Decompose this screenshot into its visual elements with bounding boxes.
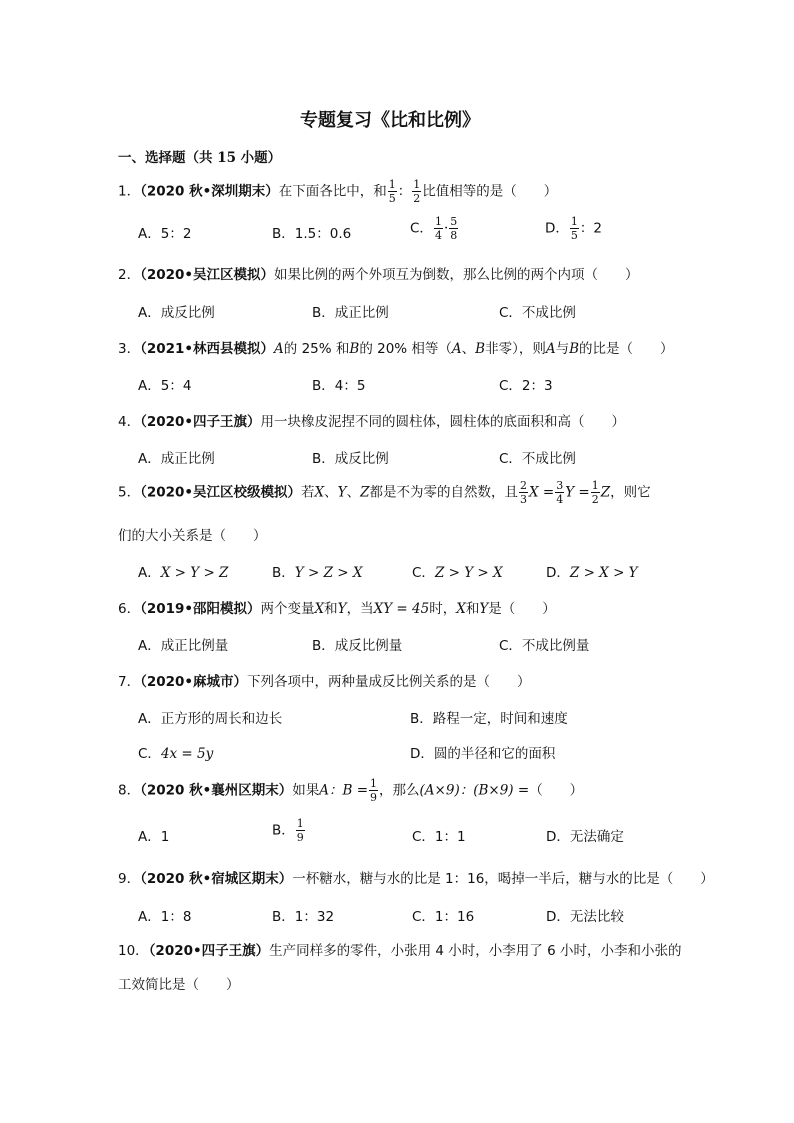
option-a[interactable]: A．1：8 [138, 909, 192, 925]
question-source: （2021•林西县模拟） [140, 341, 275, 357]
option-label: C． [410, 220, 433, 237]
question-5-line-2: 们的大小关系是（ ） [118, 528, 267, 544]
math-var: Y [479, 601, 489, 617]
option-a[interactable]: A．1 [138, 829, 170, 845]
question-text: 、 [324, 484, 338, 501]
math-var: B [475, 341, 486, 357]
math-expr: A：B = [319, 782, 369, 799]
option-d[interactable]: D．Z > X > Y [546, 565, 638, 581]
question-number: 9． [118, 871, 141, 887]
option-c[interactable]: C．不成比例 [499, 305, 576, 321]
math-var: B [349, 341, 360, 357]
option-label: D． [545, 220, 569, 237]
option-a[interactable]: A．成正比例量 [138, 638, 229, 654]
question-text: 比值相等的是（ ） [422, 183, 558, 200]
question-text: ，那么 [379, 782, 420, 799]
fraction: $\frac{1}{9}$ [296, 817, 304, 844]
question-text: 和 [324, 601, 338, 617]
question-source: （2020 秋•深圳期末） [140, 183, 279, 200]
question-source: （2020 秋•襄州区期末） [140, 782, 293, 799]
question-text: 生产同样多的零件，小张用 4 小时，小李用了 6 小时，小李和小张的 [269, 943, 682, 959]
question-text: 的 20% 相等（ [359, 341, 452, 357]
question-text: 、 [346, 484, 361, 501]
question-text: 的比是（ ） [579, 341, 674, 357]
fraction: $\frac{3}{4}$ [556, 479, 564, 506]
question-text: 非零），则 [485, 341, 546, 357]
option-a[interactable]: A．成正比例 [138, 451, 215, 467]
math-expr: Z [600, 484, 611, 501]
math-var: Z [360, 484, 370, 501]
math-var: X [456, 601, 466, 617]
math-var: Y [337, 484, 347, 501]
math-var: A [274, 341, 284, 357]
option-a[interactable]: A．正方形的周长和边长 [138, 711, 283, 727]
option-c[interactable]: C． $\frac{1}{4}$ · $\frac{5}{8}$ [410, 215, 458, 242]
fraction: $\frac{2}{3}$ [519, 479, 527, 506]
question-text: 时， [429, 601, 457, 617]
option-d[interactable] [545, 216, 602, 241]
option-c[interactable]: C．1：16 [412, 909, 475, 925]
option-a[interactable]: A．5：2 [138, 226, 192, 242]
option-b[interactable]: B．成反比例量 [312, 638, 403, 654]
question-text: 如果 [292, 782, 320, 799]
question-text: 的 25% 和 [283, 341, 350, 357]
question-text: 用一块橡皮泥捏不同的圆柱体，圆柱体的底面积和高（ ） [260, 414, 626, 430]
question-text: 一杯糖水，糖与水的比是 1：16，喝掉一半后，糖与水的比是（ ） [292, 871, 714, 887]
question-5 [118, 480, 651, 505]
question-number: 1． [118, 183, 141, 200]
question-text: 下列各项中，两种量成反比例关系的是（ ） [247, 674, 531, 690]
question-text: 两个变量 [260, 601, 315, 617]
option-b[interactable]: B． $\frac{1}{9}$ [272, 817, 304, 844]
option-b[interactable]: B．成反比例 [312, 451, 389, 467]
math-expr: (A×9)：(B×9) = [419, 782, 530, 799]
question-number: 5． [118, 484, 141, 501]
option-b[interactable]: B．Y > Z > X [272, 565, 363, 581]
math-var: A [545, 341, 556, 357]
option-c[interactable]: C．1：1 [412, 829, 466, 845]
question-source: （2020 秋•宿城区期末） [140, 871, 293, 887]
section-heading: 一、选择题（共 15 小题） [118, 150, 282, 166]
math-expr: Y > Z > X [294, 565, 363, 581]
question-text: 都是不为零的自然数，且 [369, 484, 518, 501]
question-10-line-2: 工效简比是（ ） [118, 977, 240, 993]
math-var: A [451, 341, 462, 357]
question-source: （2019•邵阳模拟） [140, 601, 261, 617]
question-text: 与 [555, 341, 570, 357]
question-source: （2020•四子王旗） [140, 414, 261, 430]
option-a[interactable]: A．5：4 [138, 378, 192, 394]
question-text: （ ） [529, 782, 584, 799]
option-b[interactable]: B．路程一定，时间和速度 [410, 711, 568, 727]
option-d[interactable]: D．无法确定 [546, 829, 624, 845]
math-expr: XY = 45 [373, 601, 430, 617]
question-number: 10． [118, 943, 149, 959]
question-number: 3． [118, 341, 141, 357]
fraction: $\frac{1}{5}$ [570, 215, 578, 242]
question-text: 、 [461, 341, 476, 357]
option-b[interactable]: B．1：32 [272, 909, 335, 925]
option-c[interactable]: C．4x = 5y [138, 746, 214, 762]
fraction: $\frac{1}{5}$ [388, 178, 396, 205]
question-3 [118, 337, 674, 357]
math-expr: X > Y > Z [160, 565, 229, 581]
question-number: 4． [118, 414, 141, 430]
question-4 [118, 410, 625, 430]
question-9 [118, 867, 714, 887]
question-8 [118, 778, 583, 803]
question-source: （2020•吴江区校级模拟） [140, 484, 302, 501]
fraction: $\frac{1}{4}$ [434, 215, 442, 242]
question-source: （2020•吴江区模拟） [140, 267, 275, 283]
question-text: 在下面各比中，和 [278, 183, 387, 200]
page-title: 专题复习《比和比例》 [300, 110, 480, 131]
option-d[interactable]: D．圆的半径和它的面积 [410, 746, 556, 762]
math-expr: X = [528, 484, 555, 501]
math-expr: 4x = 5y [160, 746, 214, 762]
question-text: ，则它 [610, 484, 651, 501]
option-a[interactable]: A．成反比例 [138, 305, 215, 321]
colon: ： [397, 183, 412, 200]
math-expr: Z > X > Y [569, 565, 638, 581]
option-b[interactable]: B．4：5 [312, 378, 366, 394]
question-text: 若 [301, 484, 315, 501]
question-1 [118, 179, 557, 204]
fraction: $\frac{5}{8}$ [450, 215, 458, 242]
fraction: $\frac{1}{2}$ [413, 178, 421, 205]
question-number: 2． [118, 267, 141, 283]
question-text: ，当 [346, 601, 374, 617]
math-expr: Y = [565, 484, 590, 501]
math-expr: Z > Y > X [434, 565, 503, 581]
option-c[interactable]: C．不成比例 [499, 451, 576, 467]
option-a[interactable]: A．X > Y > Z [138, 565, 229, 581]
math-var: X [314, 601, 325, 617]
math-var: X [314, 484, 325, 501]
question-text: 和 [465, 601, 480, 617]
question-number: 7． [118, 674, 141, 690]
option-text: ：2 [579, 220, 602, 237]
question-6 [118, 597, 556, 617]
option-b[interactable]: B．1.5：0.6 [272, 226, 352, 242]
question-10 [118, 939, 681, 959]
question-source: （2020•麻城市） [140, 674, 248, 690]
question-7 [118, 670, 531, 690]
option-b[interactable]: B．成正比例 [312, 305, 389, 321]
option-c[interactable]: C．2：3 [499, 378, 553, 394]
math-var: B [569, 341, 579, 357]
question-source: （2020•四子王旗） [148, 943, 270, 959]
question-number: 6． [118, 601, 141, 617]
question-text: 如果比例的两个外项互为倒数，那么比例的两个内项（ ） [274, 267, 639, 283]
question-text: 是（ ） [488, 601, 556, 617]
option-c[interactable]: C．不成比例量 [499, 638, 590, 654]
question-number: 8． [118, 782, 141, 799]
option-d[interactable]: D．无法比较 [546, 909, 624, 925]
fraction: $\frac{1}{2}$ [591, 479, 599, 506]
math-var: Y [337, 601, 347, 617]
question-2 [118, 263, 639, 283]
fraction: $\frac{1}{9}$ [370, 777, 378, 804]
option-c[interactable]: C．Z > Y > X [412, 565, 503, 581]
